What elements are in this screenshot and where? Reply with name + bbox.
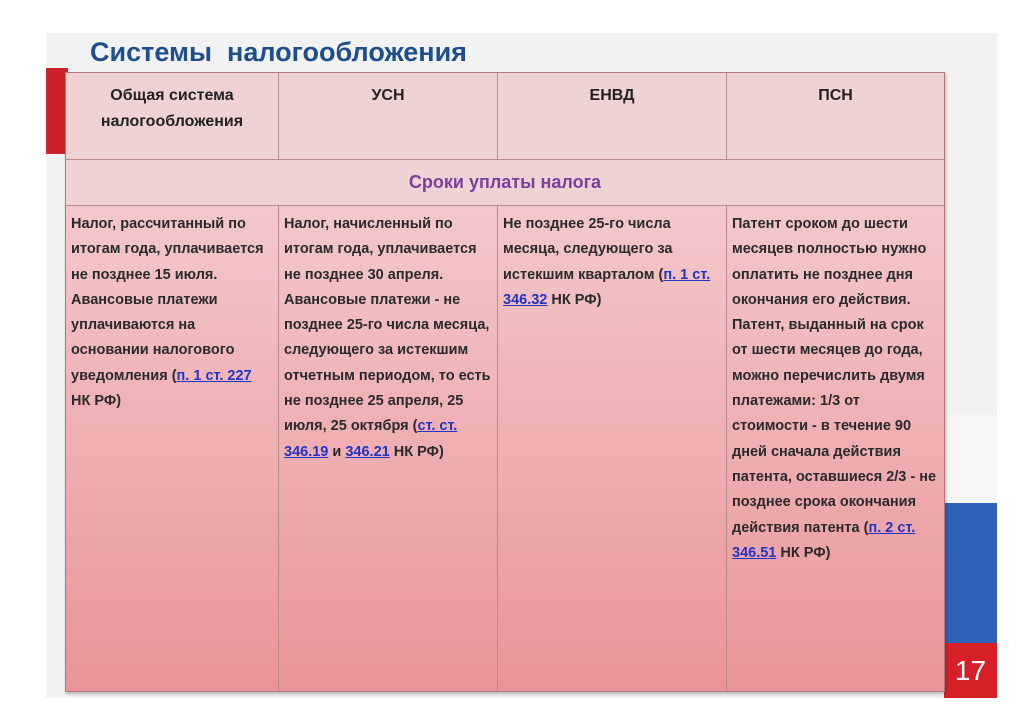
column-header-psn xyxy=(727,73,944,159)
flag-blue-stripe xyxy=(944,503,997,643)
header-line: Общая система xyxy=(110,87,234,104)
cell-text: Налог, рассчитанный по итогам года, уплачивается не позднее 15 июля. Авансовые платежи уплачиваются на основании налогового уведомления ( xyxy=(71,216,264,384)
cell-text: Патент сроком до шести месяцев полностью нужно оплатить не позднее дня окончания его действия. Патент, выданный на срок от шести месяцев до года, можно перечислить двумя платежами: 1/3 от стоимости - в течение 90 дней сначала действия патента, оставшиеся 2/3 - не позднее срока окончания действия патента ( xyxy=(732,216,937,536)
slide-title: Системы налогообложения xyxy=(90,37,467,67)
law-link[interactable]: п. 1 ст. 346.32 xyxy=(503,266,711,308)
tax-systems-table xyxy=(65,72,945,692)
cell-text: и xyxy=(328,443,346,460)
header-line: УСН xyxy=(371,87,405,104)
cell-envd xyxy=(498,206,727,691)
header-line: ПСН xyxy=(818,87,853,104)
law-link[interactable]: ст. ст. 346.19 xyxy=(284,418,458,460)
cell-text: НК РФ) xyxy=(776,544,831,561)
law-link[interactable]: п. 1 ст. 227 xyxy=(176,367,252,384)
cell-text: Налог, начисленный по итогам года, уплачивается не позднее 30 апреля. Авансовые платежи - не позднее 25-го числа месяца, следующего за истекшим отчетным периодом, то есть не позднее 25 апреля, 25 июля, 25 октября ( xyxy=(284,216,491,435)
column-header-envd xyxy=(498,73,727,159)
cell-text: НК РФ) xyxy=(389,443,444,460)
header-line: ЕНВД xyxy=(589,87,635,104)
cell-text: НК РФ) xyxy=(71,393,122,410)
cell-text: Не позднее 25-го числа месяца, следующего за истекшим кварталом ( xyxy=(503,216,673,283)
cell-psn xyxy=(727,206,944,691)
cell-text: НК РФ) xyxy=(547,291,602,308)
flag-white-stripe xyxy=(944,415,997,503)
column-header-general xyxy=(66,73,279,159)
table-body-row xyxy=(66,206,944,691)
table-header-row xyxy=(66,73,944,160)
law-link[interactable]: п. 2 ст. 346.51 xyxy=(732,519,916,561)
cell-usn xyxy=(279,206,498,691)
header-line: налогообложения xyxy=(100,113,244,130)
law-link[interactable]: 346.21 xyxy=(345,443,390,460)
column-header-usn xyxy=(279,73,498,159)
cell-general xyxy=(66,206,279,691)
page-number: 17 xyxy=(944,643,997,698)
section-header: Сроки уплаты налога xyxy=(66,160,944,206)
